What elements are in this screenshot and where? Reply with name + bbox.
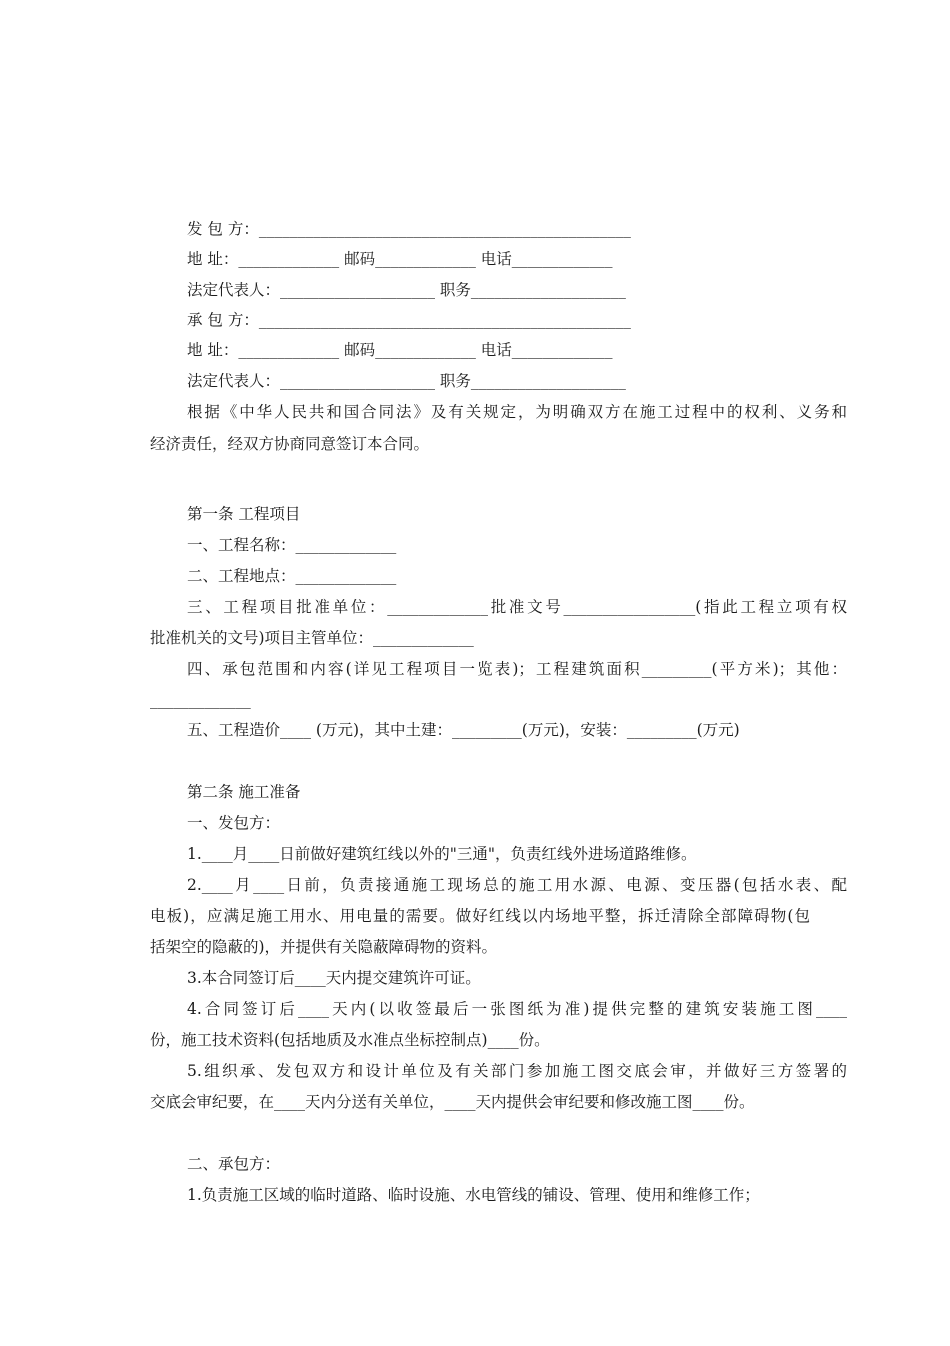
article1-item4-line1: 四、承包范围和内容(详见工程项目一览表)；工程建筑面积_________(平方米)；其他： <box>187 660 847 678</box>
employer-duty-2-line1: 2.____月____日前，负责接通施工现场总的施工用水源、电源、变压器(包括水表、配 <box>187 876 847 894</box>
contractor-heading: 二、承包方： <box>187 1155 281 1173</box>
article1-item3-line2: 批准机关的文号)项目主管单位：_____________ <box>150 629 474 647</box>
article1-item4-line2: _____________ <box>150 691 251 709</box>
employer-rep-line: 法定代表人：____________________ 职务____________________ <box>187 281 626 299</box>
employer-duty-4-line1: 4.合同签订后____天内(以收签最后一张图纸为准)提供完整的建筑安装施工图____ <box>187 1000 847 1018</box>
employer-duty-5-line1: 5.组织承、发包双方和设计单位及有关部门参加施工图交底会审，并做好三方签署的 <box>187 1062 847 1080</box>
employer-duty-4-line2: 份，施工技术资料(包括地质及水准点坐标控制点)____份。 <box>150 1031 550 1049</box>
contractor-duty-1: 1.负责施工区域的临时道路、临时设施、水电管线的铺设、管理、使用和维修工作； <box>187 1186 760 1204</box>
article2-title: 第二条 施工准备 <box>187 783 301 801</box>
preamble-line-1: 根据《中华人民共和国合同法》及有关规定，为明确双方在施工过程中的权利、义务和 <box>187 403 847 421</box>
contractor-address-line: 地 址：_____________ 邮码_____________ 电话_____________ <box>187 341 613 359</box>
employer-duty-5-line2: 交底会审纪要，在____天内分送有关单位，____天内提供会审纪要和修改施工图____份。 <box>150 1093 755 1111</box>
employer-address-line: 地 址：_____________ 邮码_____________ 电话_____________ <box>187 250 613 268</box>
article1-item3-line1: 三、工程项目批准单位：_____________批准文号_________________(指此工程立项有权 <box>187 598 847 616</box>
article1-item1: 一、工程名称：_____________ <box>187 536 397 554</box>
employer-duty-2-line2: 电板)，应满足施工用水、用电量的需要。做好红线以内场地平整，拆迁清除全部障碍物(包 <box>150 907 810 925</box>
article1-item2: 二、工程地点：_____________ <box>187 567 397 585</box>
employer-line: 发 包 方：________________________________________________ <box>187 220 631 238</box>
article1-title: 第一条 工程项目 <box>187 505 301 523</box>
preamble-line-2: 经济责任，经双方协商同意签订本合同。 <box>150 435 430 453</box>
employer-heading: 一、发包方： <box>187 814 281 832</box>
employer-duty-3: 3.本合同签订后____天内提交建筑许可证。 <box>187 969 481 987</box>
article1-item5: 五、工程造价____ (万元)，其中土建：_________(万元)，安装：_________(万元) <box>187 721 740 739</box>
employer-duty-2-line3: 括架空的隐蔽的)，并提供有关隐蔽障碍物的资料。 <box>150 938 498 956</box>
employer-duty-1: 1.____月____日前做好建筑红线以外的"三通"，负责红线外进场道路维修。 <box>187 845 697 863</box>
contractor-line: 承 包 方：________________________________________________ <box>187 311 631 329</box>
contractor-rep-line: 法定代表人：____________________ 职务____________________ <box>187 372 626 390</box>
